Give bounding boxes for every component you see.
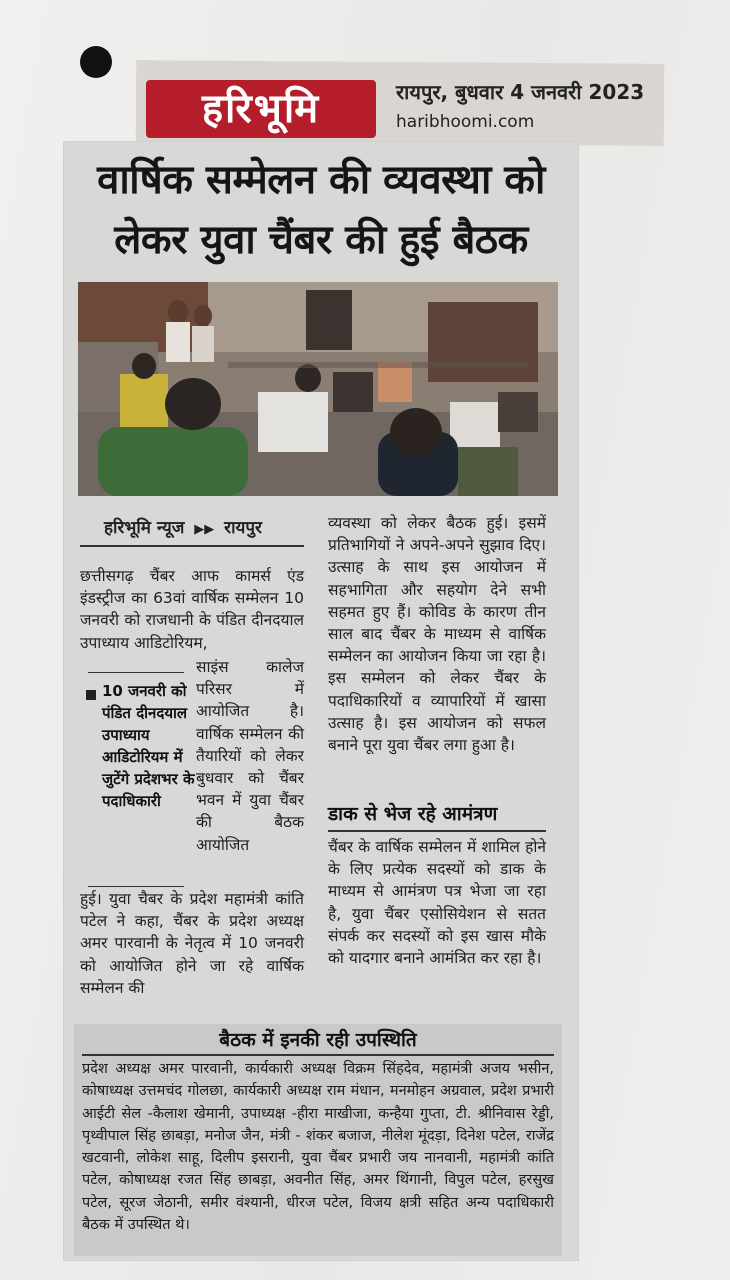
newspaper-logo: हरिभूमि: [146, 80, 376, 138]
byline: [104, 515, 262, 538]
byline-rule: [80, 545, 304, 547]
attendance-text: प्रदेश अध्यक्ष अमर पारवानी, कार्यकारी अध्यक्ष विक्रम सिंहदेव, महामंत्री अजय भसीन, कोषाध्यक्ष उत्तमचंद गोलछा, कार्यकारी अध्यक्ष राम मंधान, मनमोहन अग्रवाल, प्रदेश प्रभारी आईटी सेल -कैलाश खेमानी, उपाध्यक्ष -हीरा माखीजा, कन्हैया गुप्ता, टी. श्रीनिवास रेड्डी, पृथ्वीपाल सिंह छाबड़ा, मनोज जैन, मंत्री - शंकर बजाज, नीलेश मूंदड़ा, दिनेश पटेल, राजेंद्र खटवानी, लोकेश साहू, दिलीप इसरानी, युवा चैंबर प्रभारी जय नानवानी, महामंत्री कांति पटेल, कोषाध्यक्ष रजत सिंह छाबड़ा, अवनीत सिंह, अमर थिंगानी, विपुल पटेल, हरसुख पटेल, सूरज जेठानी, समीर वंश्यानी, धीरज पटेल, विजय क्षत्री सहित अन्य पदाधिकारी बैठक में उपस्थित थे।: [82, 1061, 554, 1234]
pullquote-bottom-rule: [88, 886, 184, 887]
continued-paragraph: हुई। युवा चैबर के प्रदेश महामंत्री कांति पटेल ने कहा, चैंबर के प्रदेश अध्यक्ष अमर पारवानी के नेतृत्व में 10 जनवरी को आयोजित होने जा रहे वार्षिक सम्मेलन की: [80, 890, 304, 997]
subheading: डाक से भेज रहे आमंत्रण: [328, 803, 498, 825]
pullquote-text: 10 जनवरी को पंडित दीनदयाल उपाध्याय आडिटोरियम में जुटेंगे प्रदेशभर के पदाधिकारी: [102, 682, 195, 810]
headline: [74, 150, 568, 270]
intro-paragraph: छत्तीसगढ़ चैंबर आफ कामर्स एंड इंडस्ट्रीज का 63वां वार्षिक सम्मेलन 10 जनवरी को राजधानी के पंडित दीनदयाल उपाध्याय आडिटोरियम,: [80, 567, 304, 652]
punch-hole: [80, 46, 112, 78]
right-column-top: व्यवस्था को लेकर बैठक हुई। इसमें प्रतिभागियों ने अपने-अपने सुझाव दिए। उत्साह के साथ इस आयोजन में सहभागिता और सहयोग देने सभी सहमत हुए हैं। कोविड के कारण तीन साल बाद चैंबर के माध्यम से वार्षिक सम्मेलन का आयोजन किया जा रहा है। इस सम्मेलन को लेकर चैंबर के पदाधिकारियों व व्यापारियों में खासा उत्साह है। इस आयोजन को सफल बनाने पूरा युवा चैंबर लगा हुआ है।: [328, 514, 546, 755]
dateline: रायपुर, बुधवार 4 जनवरी 2023: [396, 80, 645, 104]
right-column-bottom: चैंबर के वार्षिक सम्मेलन में शामिल होने के लिए प्रत्येक सदस्यों को डाक के माध्यम से आमंत्रण पत्र भेजा जा रहा है, युवा चैंबर एसोसियेशन से सतत संपर्क कर सदस्यों को इस खास मौके को यादगार बनाने आमंत्रित कर रहा है।: [328, 838, 546, 968]
bullet-square-icon: [86, 690, 96, 700]
headline-line-1: वार्षिक सम्मेलन की व्यवस्था को: [97, 157, 545, 203]
pullquote-top-rule: [88, 672, 184, 673]
byline-source: हरिभूमि न्यूज: [104, 518, 185, 538]
meeting-photo: [78, 282, 558, 496]
narrow-column: साइंस कालेज परिसर में आयोजित है। वार्षिक सम्मेलन की तैयारियों को लेकर बुधवार को चैंबर भवन में युवा चैंबर की बैठक आयोजित: [196, 658, 304, 854]
subheading-rule: [328, 830, 546, 832]
byline-city: रायपुर: [224, 518, 262, 538]
website-url: haribhoomi.com: [396, 112, 535, 132]
headline-line-2: लेकर युवा चैंबर की हुई बैठक: [114, 217, 528, 263]
attendance-heading-rule: [82, 1054, 554, 1056]
attendance-heading: बैठक में इनकी रही उपस्थिति: [219, 1029, 417, 1051]
byline-arrows-icon: ▶▶: [194, 522, 215, 537]
